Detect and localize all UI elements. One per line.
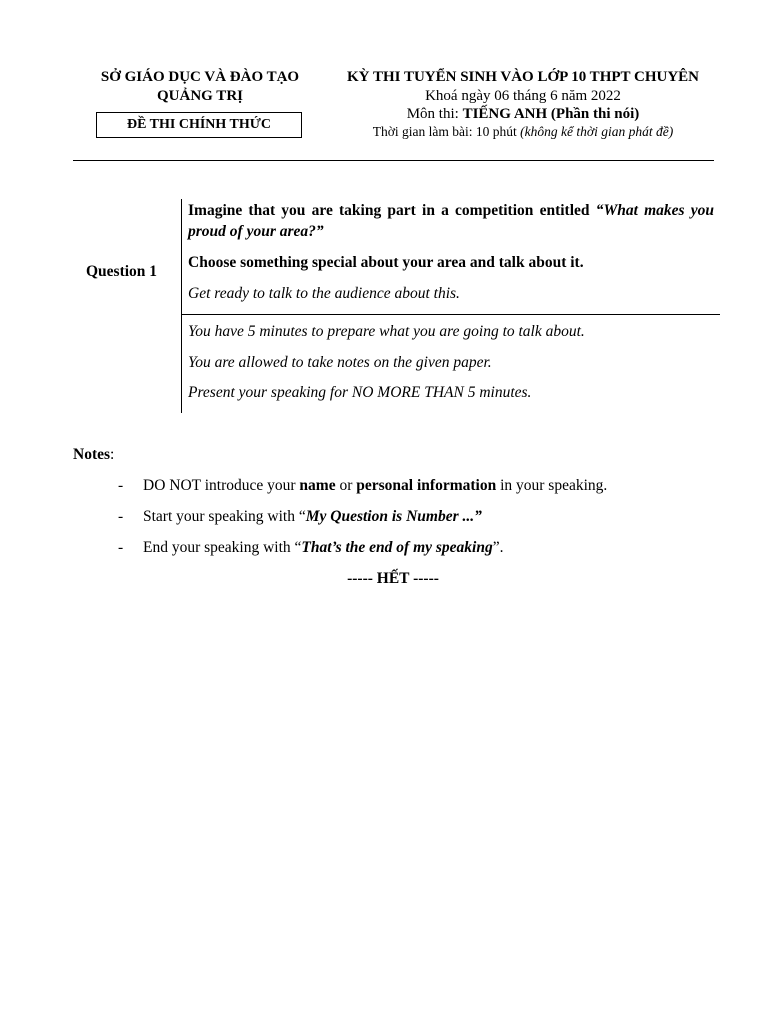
exam-time <box>320 123 726 141</box>
note-item <box>143 475 607 496</box>
official-exam-label: ĐỀ THI CHÍNH THỨC <box>96 112 302 138</box>
question-horizontal-divider <box>182 314 720 315</box>
exam-subject <box>320 105 726 124</box>
header-divider <box>73 160 714 161</box>
province-name: QUẢNG TRỊ <box>157 88 243 104</box>
note-item <box>143 506 482 527</box>
note3-part: End your speaking with “ <box>143 539 302 556</box>
notes-heading <box>73 444 114 465</box>
note-bullet: - <box>118 539 124 556</box>
time-note: (không kể thời gian phát đề) <box>520 124 674 139</box>
note1-part: DO NOT introduce your <box>143 477 300 494</box>
note1-personal-info: personal information <box>356 477 497 494</box>
instruction-line: You have 5 minutes to prepare what you are going to talk about. <box>188 323 585 340</box>
subject-name: TIẾNG ANH (Phần thi nói) <box>462 106 640 122</box>
notes-heading-colon: : <box>110 446 115 463</box>
task-instruction: Choose something special about your area and talk about it. <box>188 254 584 271</box>
note-item <box>143 537 504 558</box>
note3-phrase: That’s the end of my speaking <box>301 539 493 556</box>
instruction-line: Present your speaking for NO MORE THAN 5 minutes. <box>188 384 532 401</box>
instruction-line: You are allowed to take notes on the given paper. <box>188 354 492 371</box>
task-title: “What makes you proud of your area?” <box>188 202 714 240</box>
note3-part: ”. <box>492 539 504 556</box>
note-bullet: - <box>118 508 124 525</box>
note1-name: name <box>299 477 336 494</box>
note1-part: in your speaking. <box>496 477 608 494</box>
exam-title: KỲ THI TUYỂN SINH VÀO LỚP 10 THPT CHUYÊN <box>346 69 700 85</box>
task-ready: Get ready to talk to the audience about this. <box>188 285 460 302</box>
task-prompt <box>188 200 714 242</box>
time-prefix: Thời gian làm bài: 10 phút <box>372 124 521 139</box>
note2-part: Start your speaking with “ <box>143 508 306 525</box>
department-name: SỞ GIÁO DỤC VÀ ĐÀO TẠO <box>100 69 300 85</box>
question-vertical-divider <box>181 199 182 413</box>
question-label: Question 1 <box>86 263 158 280</box>
subject-prefix: Môn thi: <box>406 106 463 122</box>
exam-date: Khoá ngày 06 tháng 6 năm 2022 <box>425 88 621 104</box>
note-bullet: - <box>118 477 124 494</box>
notes-heading-text: Notes <box>73 446 111 463</box>
note2-phrase: My Question is Number ...” <box>305 508 482 525</box>
end-mark: ----- HẾT ----- <box>347 570 439 587</box>
note1-part: or <box>335 477 357 494</box>
task-intro: Imagine that you are taking part in a competition entitled <box>188 202 596 219</box>
